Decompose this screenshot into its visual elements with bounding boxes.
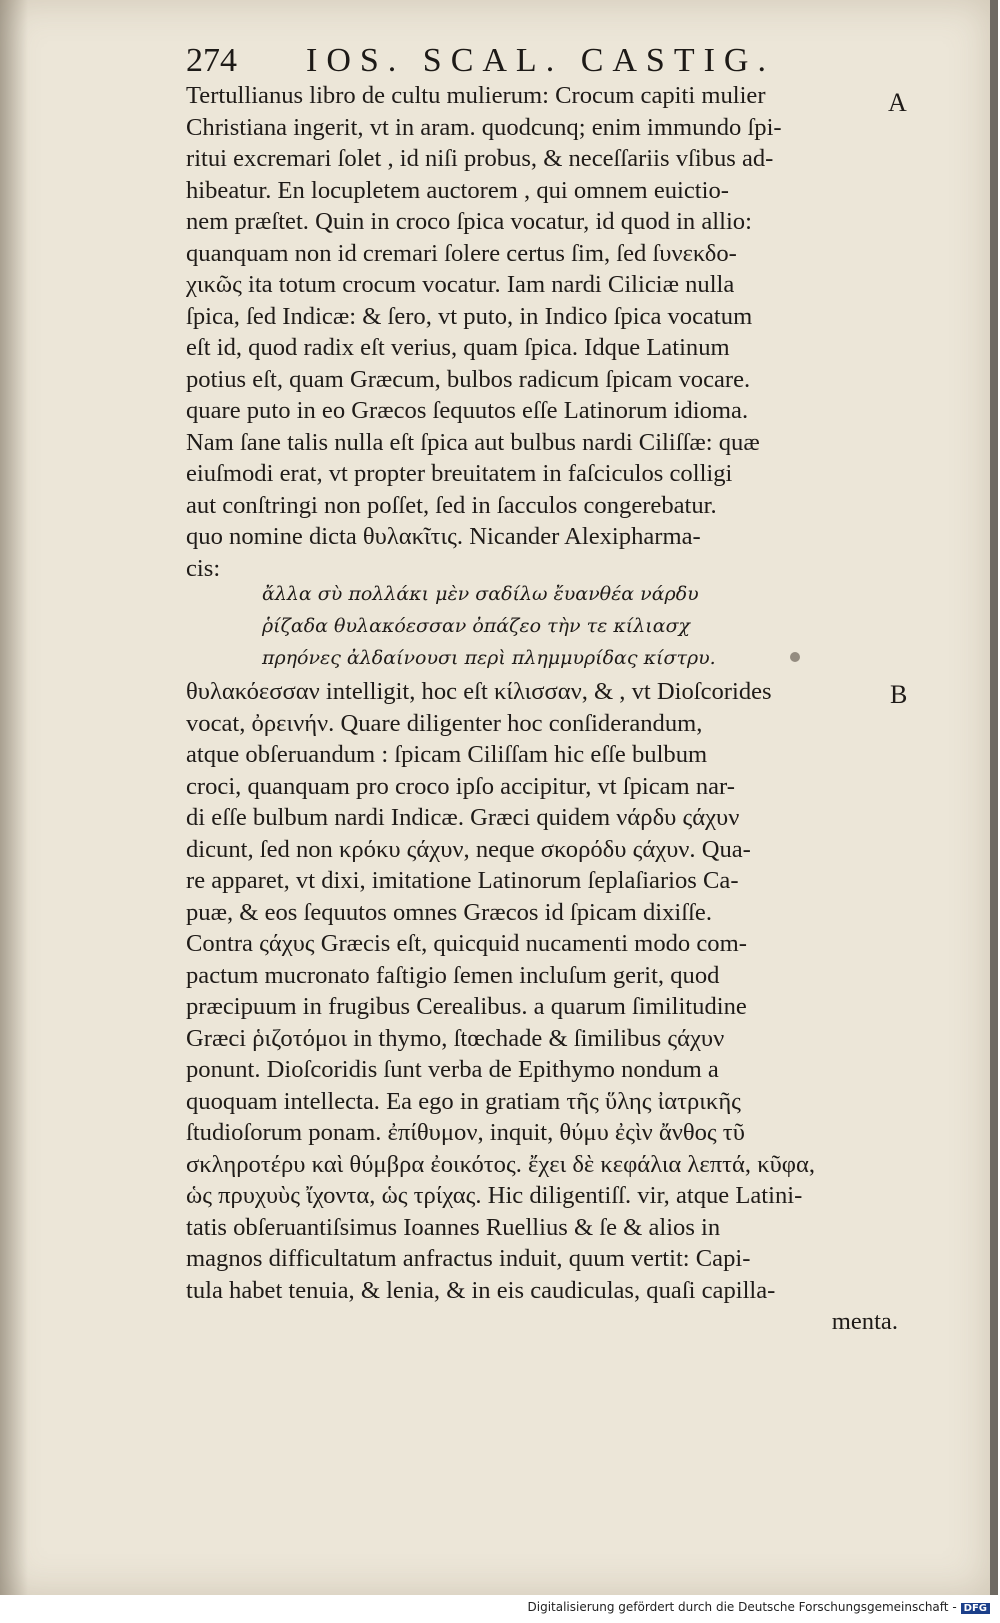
text-line: quo nomine dicta θυλακῖτις. Nicander Alexipharma-	[186, 523, 701, 550]
text-line: menta.	[831, 1308, 898, 1335]
text-line: potius eſt, quam Græcum, bulbos radicum ſpicam vocare.	[186, 365, 751, 393]
text-line: σκληροτέρυ καὶ θύμβρα ἐοικότος. ἔχει δὲ κεφάλια λεπτά, κῦφα,	[186, 1150, 816, 1178]
text-line: nem præſtet. Quin in croco ſpica vocatur, id quod in allio:	[186, 208, 752, 235]
body-text-top	[186, 80, 898, 584]
text-line: magnos difficultatum anfractus induit, quum vertit: Capi-	[186, 1245, 751, 1272]
text-line: tula habet tenuia, & lenia, & in eis caudiculas, quaſi capilla-	[186, 1276, 776, 1304]
verse-line: ῥίζαδα θυλακόεσσαν ὀπάζεο τὴν τε κίλιασχ	[262, 615, 691, 637]
text-line: ſtudioſorum ponam. ἐπίθυμον, inquit, θύμυ ἐςὶν ἄνθος τῦ	[186, 1119, 745, 1146]
text-line: ritui excremari ſolet , id niſi probus, & neceſſariis vſibus ad-	[186, 145, 774, 172]
text-line: aut conſtringi non poſſet, ſed in ſacculos congerebatur.	[186, 491, 717, 519]
running-head	[186, 42, 836, 82]
text-line: pactum mucronato faſtigio ſemen incluſum gerit, quod	[186, 961, 720, 989]
text-line: præcipuum in frugibus Cerealibus. a quarum ſimilitudine	[186, 993, 747, 1020]
running-title: IOS. SCAL. CASTIG.	[306, 42, 775, 79]
text-line: Græci ῥιζοτόμοι in thymo, ſtœchade & ſimilibus ςάχυν	[186, 1024, 725, 1052]
text-line: eiuſmodi erat, vt propter breuitatem in faſciculos colligi	[186, 460, 733, 487]
gutter-shadow	[0, 0, 28, 1595]
text-line: atque obſeruandum : ſpicam Ciliſſam hic eſſe bulbum	[186, 741, 708, 768]
text-line: Christiana ingerit, vt in aram. quodcunq; enim immundo ſpi-	[186, 113, 782, 141]
dfg-logo: DFG	[961, 1603, 990, 1614]
greek-verse-quote	[262, 578, 822, 674]
text-line: cis:	[186, 554, 221, 582]
text-line: eſt id, quod radix eſt verius, quam ſpica. Idque Latinum	[186, 334, 730, 361]
margin-letter-a: A	[888, 88, 907, 117]
text-line: puæ, & eos ſequutos omnes Græcos id ſpicam dixiſſe.	[186, 898, 712, 926]
credit-text: Digitalisierung gefördert durch die Deutsche Forschungsgemeinschaft -	[527, 1600, 957, 1614]
text-line: di eſſe bulbum nardi Indicæ. Græci quidem νάρδυ ςάχυν	[186, 804, 740, 831]
text-line: dicunt, ſed non κρόκυ ςάχυν, neque σκορόδυ ςάχυν. Qua-	[186, 835, 751, 863]
text-line: tatis obſeruantiſsimus Ioannes Ruellius & ſe & alios in	[186, 1213, 721, 1241]
text-line: ſpica, ſed Indicæ: & ſero, vt puto, in Indico ſpica vocatum	[186, 302, 753, 330]
text-line: quanquam non id cremari ſolere certus ſim, ſed ſυνεκδο-	[186, 239, 737, 267]
text-line: re apparet, vt dixi, imitatione Latinorum ſeplaſiarios Ca-	[186, 867, 739, 894]
text-line: vocat, ὀρεινήν. Quare diligenter hoc conſiderandum,	[186, 709, 703, 737]
text-line: χικῶς ita totum crocum vocatur. Iam nardi Ciliciæ nulla	[186, 271, 735, 298]
text-line: Nam ſane talis nulla eſt ſpica aut bulbus nardi Ciliſſæ: quæ	[186, 428, 760, 456]
text-line: Tertullianus libro de cultu mulierum: Crocum capiti mulier	[186, 82, 766, 109]
text-line: θυλακόεσσαν intelligit, hoc eſt κίλισσαν, & , vt Dioſcorides	[186, 678, 772, 705]
text-line: hibeatur. En locupletem auctorem , qui omnem euictio-	[186, 176, 729, 204]
body-text-bottom	[186, 676, 898, 1338]
ink-stain	[790, 652, 800, 662]
text-line: croci, quanquam pro croco ipſo accipitur, vt ſpicam nar-	[186, 772, 735, 800]
text-line: Contra ςάχυς Græcis eſt, quicquid nucamenti modo com-	[186, 930, 747, 957]
text-line: quare puto in eo Græcos ſequutos eſſe Latinorum idioma.	[186, 397, 749, 424]
verse-line: πρηόνες ἀλδαίνουσι περὶ πλημμυρίδας κίστρυ.	[262, 647, 716, 669]
text-line: ponunt. Dioſcoridis ſunt verba de Epithymo nondum a	[186, 1056, 719, 1083]
text-line: quoquam intellecta. Ea ego in gratiam τῆς ὕλης ἰατρικῆς	[186, 1087, 741, 1115]
page-number: 274	[186, 42, 237, 79]
margin-letter-b: B	[890, 680, 908, 709]
verse-line: ἄλλα σὺ πολλάκι μὲν σαδίλω ἔυανθέα νάρδυ	[262, 583, 699, 605]
digitization-credit	[528, 1600, 991, 1620]
text-line: ὡς πρυχυὺς ἴχοντα, ὡς τρίχας. Hic diligentiſſ. vir, atque Latini-	[186, 1182, 803, 1209]
